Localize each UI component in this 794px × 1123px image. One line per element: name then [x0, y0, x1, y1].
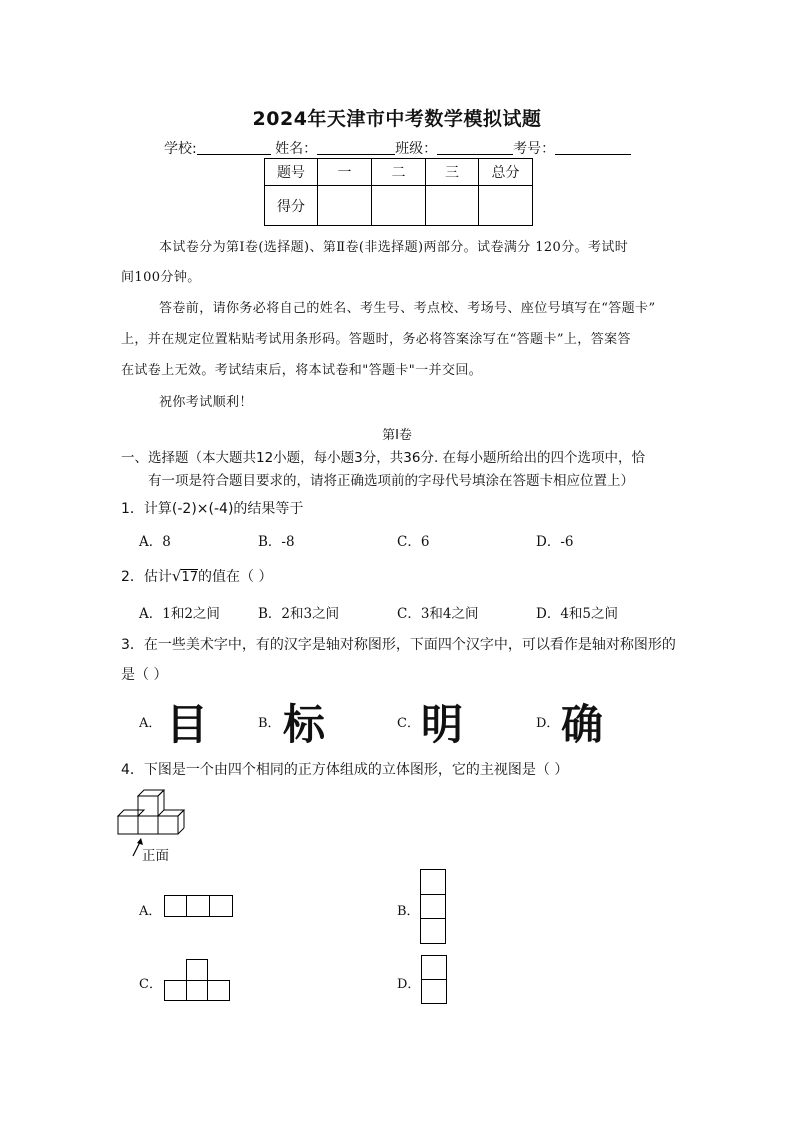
- instruction-line: 祝你考试顺利！: [159, 395, 253, 410]
- name-blank: [317, 140, 395, 155]
- class-blank: [437, 140, 513, 155]
- q4-label-c: C．: [139, 977, 162, 992]
- student-info-line: [164, 138, 631, 158]
- q3-label-a: A．: [139, 716, 162, 731]
- score-header-cell: 一: [318, 159, 372, 186]
- view-square: [420, 918, 446, 944]
- q1-option-b: B．-8: [258, 534, 295, 550]
- q3-char-b: 标: [283, 700, 326, 749]
- q2-option-c: C．3和4之间: [397, 606, 479, 622]
- q3-label-c: C．: [397, 716, 420, 731]
- score-header-cell: 总分: [479, 159, 533, 186]
- q3-char-a: 目: [166, 700, 209, 749]
- q2-option-d: D．4和5之间: [536, 606, 619, 622]
- view-square: [209, 895, 233, 917]
- score-cell: [372, 186, 426, 226]
- view-square: [164, 980, 187, 1001]
- question-3-stem: 3．在一些美术字中，有的汉字是轴对称图形，下面四个汉字中，可以看作是轴对称图形的: [121, 637, 676, 653]
- part-heading: 有一项是符合题目要求的，请将正确选项前的字母代号填涂在答题卡相应位置上）: [148, 473, 634, 489]
- q4-label-d: D．: [397, 977, 421, 992]
- question-3-stem: 是（ ）: [121, 667, 168, 683]
- question-4-stem: 4．下图是一个由四个相同的正方体组成的立体图形，它的主视图是（ ）: [121, 762, 569, 778]
- school-label: 学校:: [164, 141, 197, 157]
- score-table: [264, 158, 533, 226]
- front-label: 正面: [142, 848, 169, 864]
- q3-label-d: D．: [536, 716, 560, 731]
- instruction-line: 上，并在规定位置粘贴考试用条形码。答题时，务必将答案涂写在“答题卡”上，答案答: [121, 332, 631, 347]
- score-cell: [426, 186, 479, 226]
- q3-char-c: 明: [421, 700, 464, 749]
- q1-option-d: D．-6: [536, 534, 574, 550]
- score-cell: [318, 186, 372, 226]
- q4-label-b: B．: [397, 904, 420, 919]
- q2-option-a: A．1和2之间: [139, 606, 220, 622]
- view-square: [420, 869, 446, 895]
- score-row-label: 得分: [265, 186, 318, 226]
- view-square: [186, 895, 210, 917]
- section-title: 第Ⅰ卷: [382, 428, 412, 443]
- q2-option-b: B．2和3之间: [258, 606, 340, 622]
- view-square: [186, 959, 208, 981]
- view-square: [421, 979, 447, 1004]
- view-square: [421, 955, 447, 980]
- exam-no-blank: [555, 140, 631, 155]
- view-square: [164, 895, 187, 917]
- score-header-cell: 三: [426, 159, 479, 186]
- school-blank: [197, 140, 271, 155]
- view-square: [186, 980, 208, 1001]
- cube-solid-figure: [116, 786, 196, 846]
- instruction-line: 在试卷上无效。考试结束后，将本试卷和"答题卡"一并交回。: [121, 363, 483, 378]
- radicand: 17: [181, 570, 199, 585]
- view-square: [420, 894, 446, 919]
- score-header-cell: 二: [372, 159, 426, 186]
- q1-option-a: A．8: [139, 534, 171, 550]
- page-title: 2024年天津市中考数学模拟试题: [252, 108, 542, 130]
- sqrt-icon: √: [171, 567, 182, 585]
- instruction-line: 本试卷分为第Ⅰ卷(选择题)、第Ⅱ卷(非选择题)两部分。试卷满分 120分。考试时: [159, 240, 629, 255]
- question-1-stem: 1．计算(-2)×(-4)的结果等于: [121, 501, 304, 517]
- q3-char-d: 确: [561, 700, 604, 749]
- score-header-cell: 题号: [265, 159, 318, 186]
- instruction-line: 间100分钟。: [121, 270, 201, 285]
- exam-no-label: 考号：: [513, 141, 556, 157]
- name-label: 姓名：: [275, 141, 318, 157]
- class-label: 班级：: [395, 141, 438, 157]
- q1-option-c: C．6: [397, 534, 430, 550]
- part-heading: 一、选择题（本大题共12小题，每小题3分，共36分. 在每小题所给出的四个选项中，恰: [121, 450, 646, 466]
- instruction-line: 答卷前，请你务必将自己的姓名、考生号、考点校、考场号、座位号填写在“答题卡”: [159, 301, 656, 316]
- top-cube-face: [138, 790, 164, 796]
- q3-label-b: B．: [258, 716, 281, 731]
- q4-label-a: A．: [139, 904, 162, 919]
- score-cell: [479, 186, 533, 226]
- question-2-stem: 2．估计√17的值在（ ）: [121, 567, 273, 585]
- view-square: [207, 980, 230, 1001]
